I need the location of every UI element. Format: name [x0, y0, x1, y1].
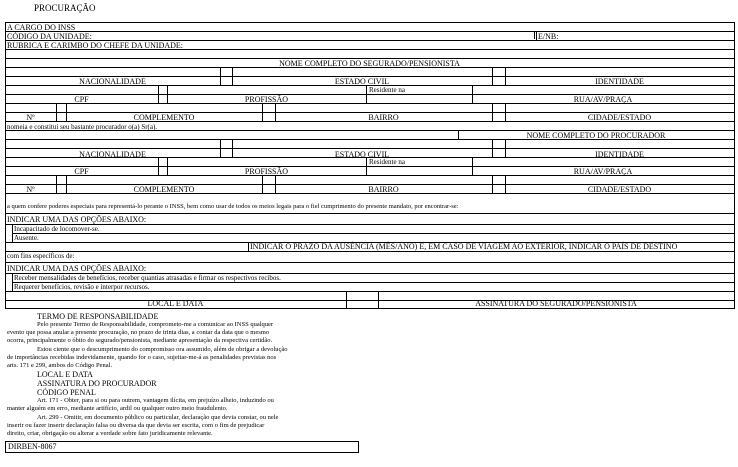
opcao-incapacitado[interactable]: Incapacitado de locomover-se.	[14, 225, 100, 233]
opcao-ausente[interactable]: Ausente.	[14, 234, 39, 242]
art299-line2: inserir ou fazer inserir declaração falsa ou diversa da que devia ser escrita, com o fim de prejudicar	[7, 422, 265, 429]
termo-assinatura-procurador: ASSINATURA DO PROCURADOR	[37, 379, 157, 388]
rule	[5, 193, 734, 194]
rule	[734, 291, 735, 309]
procurador-cpf-label: CPF	[74, 167, 89, 176]
segurado-cidade-label: CIDADE/ESTADO	[587, 113, 652, 122]
rule	[248, 242, 249, 251]
page-title: PROCURAÇÃO	[34, 3, 96, 13]
rule	[220, 67, 221, 85]
segurado-nacionalidade-label: NACIONALIDADE	[79, 77, 146, 86]
opcao-receber[interactable]: Receber mensalidades de benefícios, receber quantias atrasadas e firmar os respectivos recibos.	[14, 274, 281, 282]
art299-line1: Art. 299 - Omitir, em documento público ou particular, declaração que devia constar, ou nele	[37, 414, 279, 421]
rule	[5, 291, 734, 292]
fins-text: com fins específicos de:	[7, 252, 75, 260]
procurador-identidade-label: IDENTIDADE	[595, 150, 644, 159]
segurado-profissao-label: PROFISSÃO	[244, 95, 289, 104]
termo-local-data: LOCAL E DATA	[37, 370, 93, 379]
termo-p2-line3: arts. 171 e 299, ambos do Código Penal.	[7, 362, 113, 369]
termo-p1-line1: Pelo presente Termo de Responsabilidade, comprometo-me a comunicar ao INSS qualquer	[37, 321, 274, 328]
rule	[220, 139, 221, 157]
art299-line3: direito, criar, obrigação ou alterar a verdade sobre fato juridicamente relevante.	[7, 430, 213, 437]
enb-label: E/NB:	[538, 32, 559, 41]
termo-p1-line2: evento que possa anular a presente procuração, no prazo de trinta dias, a contar da data que o mesmo	[7, 329, 270, 336]
rule	[536, 31, 537, 40]
nomeia-text: nomeia e constitui seu bastante procurador o(a) Sr(a).	[7, 123, 158, 131]
procurador-estado-civil-label: ESTADO CIVIL	[334, 150, 390, 159]
rule	[5, 121, 734, 122]
rule	[5, 308, 734, 309]
poderes-text: a quem confere poderes especiais para representá-lo perante o INSS, bem como usar de todos os meios legais para o fiel cumprimento do presente mandato, por encontrar-se:	[7, 203, 459, 210]
codigo-penal-title: CÓDIGO PENAL	[37, 388, 96, 397]
codigo-unidade-label: CÓDIGO DA UNIDADE:	[7, 32, 92, 41]
procurador-nacionalidade-label: NACIONALIDADE	[79, 150, 146, 159]
termo-title: TERMO DE RESPONSABILIDADE	[37, 312, 159, 321]
segurado-nome-label: NOME COMPLETO DO SEGURADO/PENSIONISTA	[279, 59, 460, 68]
form-code-box	[5, 441, 359, 453]
rule	[492, 139, 493, 157]
segurado-numero-label: Nº	[26, 113, 35, 122]
procurador-numero-label: Nº	[26, 185, 35, 194]
local-data-label: LOCAL E DATA	[147, 299, 204, 308]
procurador-rua-label: RUA/AV/PRAÇA	[573, 167, 633, 176]
codigo-unidade-field[interactable]	[100, 31, 535, 39]
rule	[734, 22, 735, 292]
segurado-estado-civil-label: ESTADO CIVIL	[334, 77, 390, 86]
rule	[492, 67, 493, 85]
segurado-bairro-label: BAIRRO	[368, 113, 399, 122]
procurador-residente-label: Residente na	[369, 158, 405, 166]
assinatura-segurado-label: ASSINATURA DO SEGURADO/PENSIONISTA	[475, 299, 637, 308]
termo-p2-line2: de importâncias recebidas indevidamente, quando for o caso, sujeitar-me-á as penalidades previstas nos	[7, 354, 277, 361]
rule	[12, 233, 734, 234]
rule	[5, 224, 734, 225]
a-cargo-label: A CARGO DO INSS	[7, 23, 76, 32]
art171-line2: manter alguém em erro, mediante artifício, ardil ou qualquer outro meio fraudulento.	[7, 405, 228, 412]
segurado-rua-label: RUA/AV/PRAÇA	[573, 95, 633, 104]
procurador-cidade-label: CIDADE/ESTADO	[587, 185, 652, 194]
rule	[5, 175, 734, 176]
rule	[5, 103, 734, 104]
segurado-cpf-label: CPF	[74, 95, 89, 104]
procurador-nome-label: NOME COMPLETO DO PROCURADOR	[526, 131, 666, 140]
rule	[5, 148, 734, 149]
segurado-residente-label: Residente na	[369, 86, 405, 94]
rule	[5, 262, 734, 263]
opcoes2-title: INDICAR UMA DAS OPÇÕES ABAIXO:	[7, 264, 147, 273]
rule	[5, 67, 734, 68]
art171-line1: Art. 171 - Obter, para si ou para outrem, vantagem ilícita, em prejuízo alheio, induzindo ou	[37, 397, 274, 404]
segurado-identidade-label: IDENTIDADE	[595, 77, 644, 86]
procurador-bairro-label: BAIRRO	[368, 185, 399, 194]
form-code: DIRBEN-8067	[8, 442, 57, 451]
rubrica-label: RUBRICA E CARIMBO DO CHEFE DA UNIDADE:	[7, 41, 184, 50]
termo-p2-line1: Estou ciente que o descumprimento do compromisso ora assumido, além de obrigar a devolução	[37, 346, 288, 353]
opcoes1-title: INDICAR UMA DAS OPÇÕES ABAIXO:	[7, 215, 147, 224]
rule	[5, 22, 734, 23]
rule	[5, 139, 734, 140]
opcao-requerer[interactable]: Requerer benefícios, revisão e interpor recursos.	[14, 283, 150, 291]
segurado-complemento-label: COMPLEMENTO	[133, 113, 195, 122]
procurador-complemento-label: COMPLEMENTO	[133, 185, 195, 194]
rule	[5, 251, 734, 252]
termo-p1-line3: ocorra, principalmente o óbito do segurado/pensionista, mediante apresentação da respectiva certidão.	[7, 337, 273, 344]
rule	[5, 213, 734, 214]
prazo-ausencia-label: INDICAR O PRAZO DA AUSÊNCIA (MÊS/ANO) E, EM CASO DE VIAGEM AO EXTERIOR, INDICAR O PAÍS DE DESTINO	[250, 242, 678, 251]
procurador-profissao-label: PROFISSÃO	[244, 167, 289, 176]
